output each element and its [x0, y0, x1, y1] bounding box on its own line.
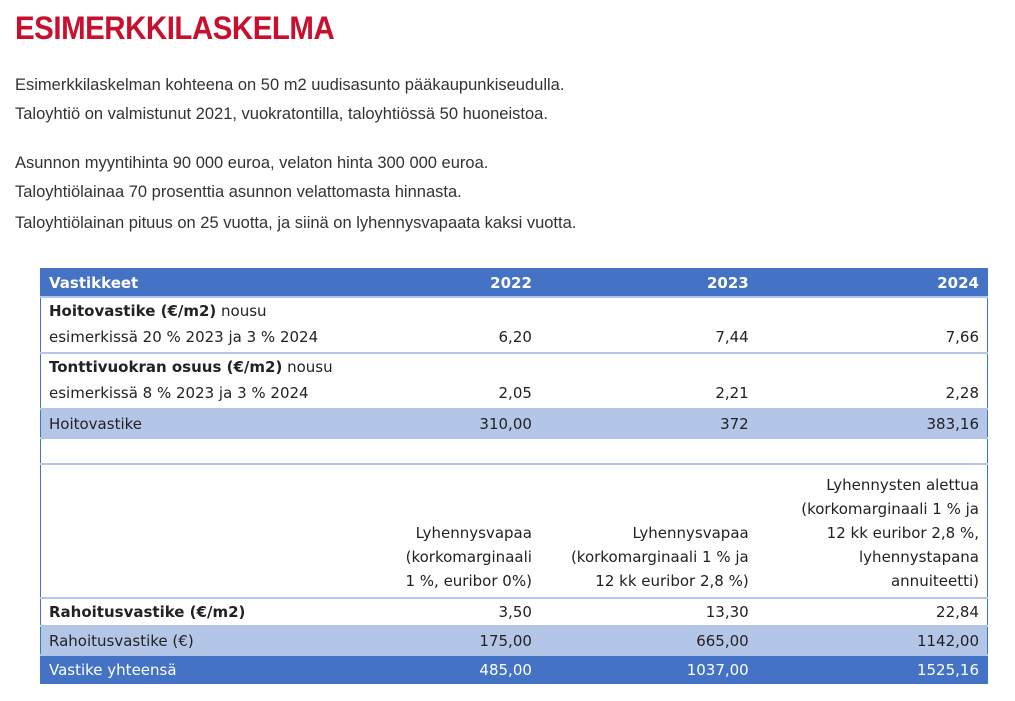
- loan-term-line: Taloyhtiölainan pituus on 25 vuotta, ja siinä on lyhennysvapaata kaksi vuotta.: [15, 214, 577, 232]
- cell: Lyhennysten alettua (korkomarginaali 1 % ja 12 kk euribor 2,8 %, lyhennystapana annuiteetti): [757, 464, 988, 598]
- table-row: [41, 464, 988, 598]
- table-header: [41, 269, 988, 298]
- cell: 7,44: [540, 297, 757, 353]
- intro-line-1: Esimerkkilaskelman kohteena on 50 m2 uudisasunto pääkaupunkiseudulla.: [15, 76, 565, 94]
- cell: 1142,00: [757, 626, 988, 655]
- row-label: Rahoitusvastike (€/m2): [41, 598, 385, 626]
- cell: 310,00: [385, 409, 540, 438]
- cell: 1525,16: [757, 655, 988, 684]
- loan-share-line: Taloyhtiölainaa 70 prosenttia asunnon velattomasta hinnasta.: [15, 183, 462, 201]
- header-2024: 2024: [757, 269, 988, 298]
- header-2023: 2023: [540, 269, 757, 298]
- cell: 665,00: [540, 626, 757, 655]
- cell: 13,30: [540, 598, 757, 626]
- cell: Lyhennysvapaa (korkomarginaali 1 % ja 12 kk euribor 2,8 %): [540, 464, 757, 598]
- row-label: Hoitovastike: [41, 409, 385, 438]
- cell: 372: [540, 409, 757, 438]
- table-row: [41, 626, 988, 655]
- header-2022: 2022: [385, 269, 540, 298]
- cell: [41, 464, 385, 598]
- cell: 7,66: [757, 297, 988, 353]
- cell: 2,21: [540, 353, 757, 409]
- cell: 2,05: [385, 353, 540, 409]
- cell: 175,00: [385, 626, 540, 655]
- table-row: [41, 598, 988, 626]
- intro-line-2: Taloyhtiö on valmistunut 2021, vuokratontilla, taloyhtiössä 50 huoneistoa.: [15, 105, 548, 123]
- row-label: Tonttivuokran osuus (€/m2) nousu esimerkissä 8 % 2023 ja 3 % 2024: [41, 353, 385, 409]
- cell: 6,20: [385, 297, 540, 353]
- table-row: [41, 353, 988, 409]
- header-label: Vastikkeet: [41, 269, 385, 298]
- cell: Lyhennysvapaa (korkomarginaali 1 %, euribor 0%): [385, 464, 540, 598]
- cell: 3,50: [385, 598, 540, 626]
- row-label: Hoitovastike (€/m2) nousu esimerkissä 20 % 2023 ja 3 % 2024: [41, 297, 385, 353]
- row-label: Vastike yhteensä: [41, 655, 385, 684]
- cell: 2,28: [757, 353, 988, 409]
- table-row: [41, 409, 988, 438]
- total-row: [41, 655, 988, 684]
- empty-row: [41, 438, 988, 464]
- cell: 1037,00: [540, 655, 757, 684]
- cell: 485,00: [385, 655, 540, 684]
- fee-table: [40, 268, 988, 684]
- table-row: [41, 297, 988, 353]
- price-line: Asunnon myyntihinta 90 000 euroa, velaton hinta 300 000 euroa.: [15, 154, 489, 172]
- row-label: Rahoitusvastike (€): [41, 626, 385, 655]
- cell: 383,16: [757, 409, 988, 438]
- page-title: ESIMERKKILASKELMA: [15, 10, 335, 46]
- cell: 22,84: [757, 598, 988, 626]
